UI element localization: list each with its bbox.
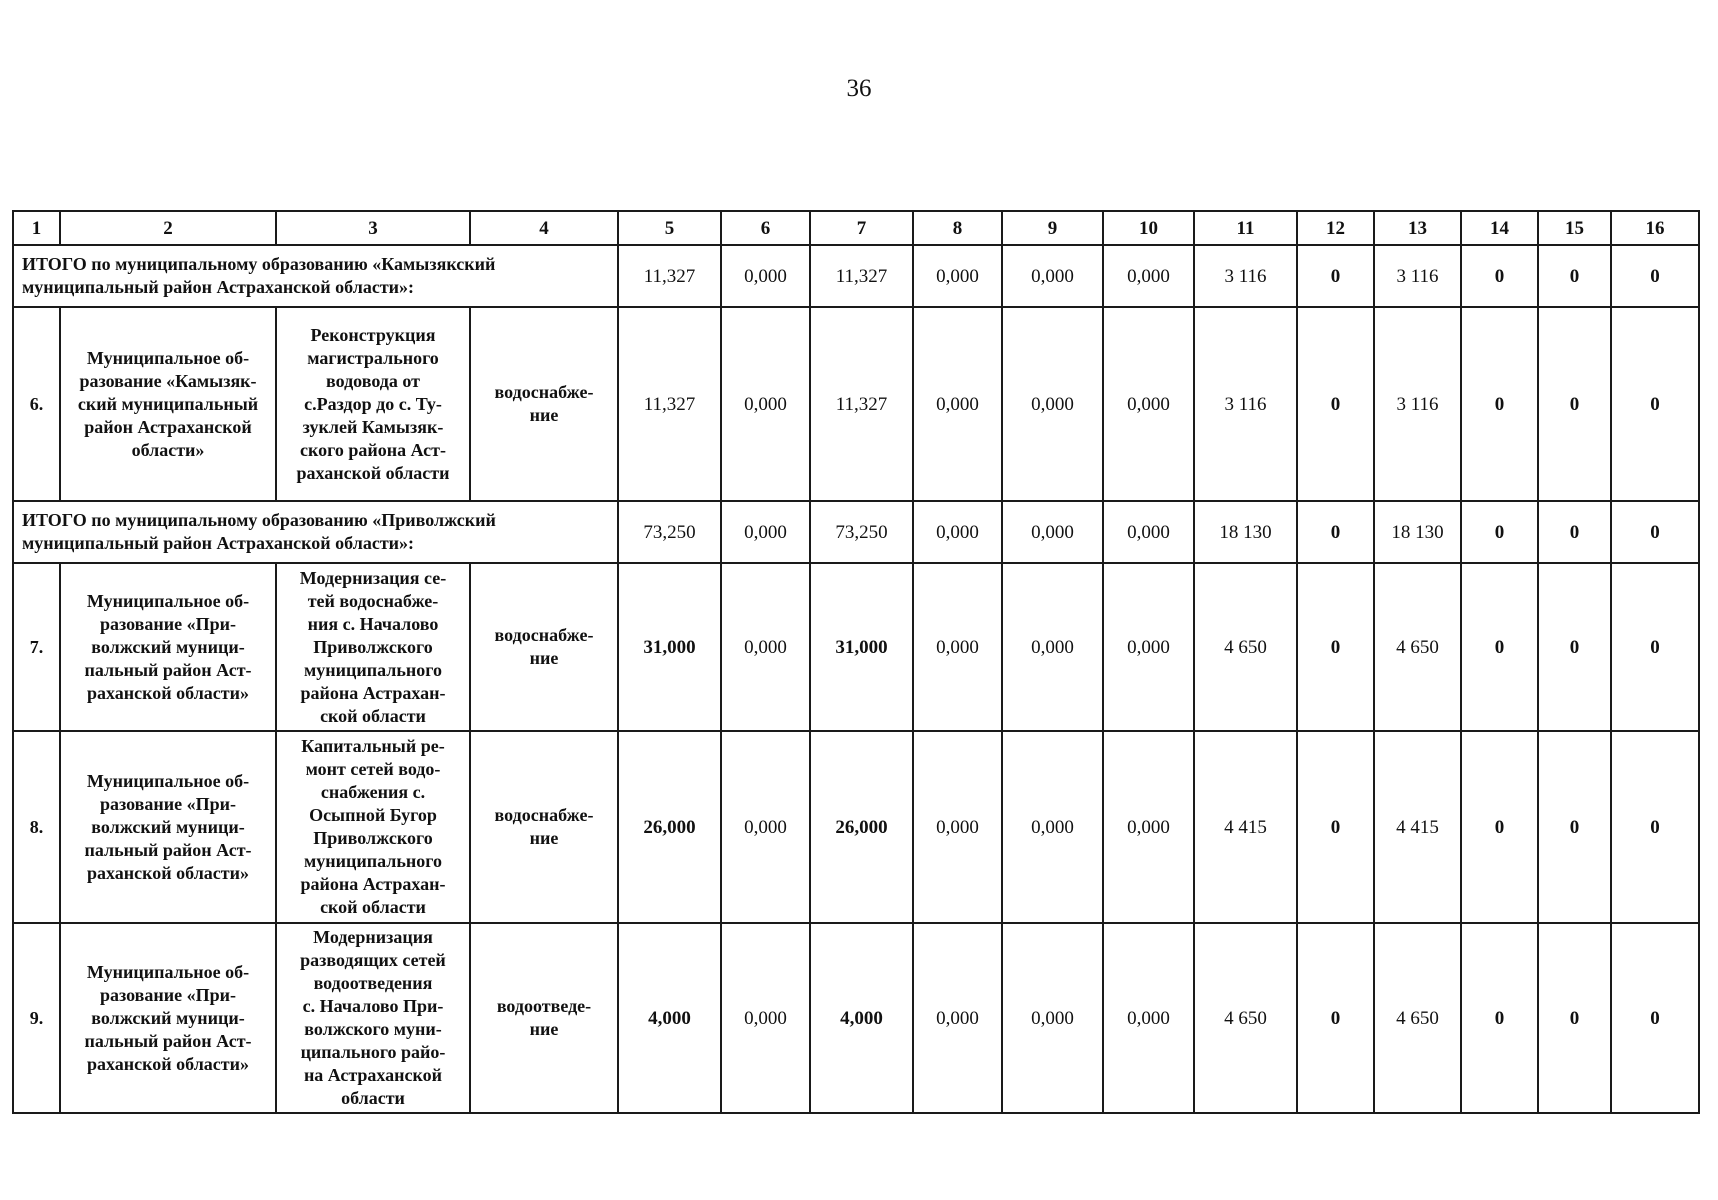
- type-cell: водоотведе- ние: [470, 923, 618, 1113]
- municipality-cell: Муниципальное об- разование «При- волжский муници- пальный район Аст- раханской области»: [60, 563, 276, 731]
- column-number: 2: [60, 211, 276, 245]
- value-cell: 0: [1611, 501, 1699, 563]
- value-cell: 0,000: [721, 245, 810, 307]
- value-cell: 18 130: [1194, 501, 1297, 563]
- value-cell: 0,000: [1103, 923, 1194, 1113]
- total-label: ИТОГО по муниципальному образованию «Камызякский муниципальный район Астраханской области»:: [13, 245, 618, 307]
- value-cell: 0,000: [721, 501, 810, 563]
- value-cell: 0: [1461, 563, 1538, 731]
- value-cell: 4 650: [1374, 923, 1461, 1113]
- value-cell: 0,000: [1103, 563, 1194, 731]
- value-cell: 0,000: [913, 563, 1002, 731]
- municipality-cell: Муниципальное об- разование «Камызяк- ский муниципальный район Астраханской области»: [60, 307, 276, 501]
- value-cell: 4,000: [618, 923, 721, 1113]
- value-cell: 0: [1297, 245, 1374, 307]
- value-cell: 0: [1611, 731, 1699, 923]
- value-cell: 0: [1461, 501, 1538, 563]
- value-cell: 0: [1538, 307, 1611, 501]
- value-cell: 0: [1297, 563, 1374, 731]
- column-number: 15: [1538, 211, 1611, 245]
- table-row: [13, 307, 1699, 501]
- municipality-cell: Муниципальное об- разование «При- волжский муници- пальный район Аст- раханской области»: [60, 923, 276, 1113]
- column-number: 13: [1374, 211, 1461, 245]
- value-cell: 0,000: [1103, 307, 1194, 501]
- value-cell: 0: [1461, 923, 1538, 1113]
- value-cell: 0: [1538, 563, 1611, 731]
- table-row: [13, 923, 1699, 1113]
- value-cell: 0: [1297, 501, 1374, 563]
- value-cell: 31,000: [618, 563, 721, 731]
- value-cell: 0: [1611, 563, 1699, 731]
- value-cell: 0,000: [1103, 731, 1194, 923]
- row-number: 8.: [13, 731, 60, 923]
- value-cell: 0,000: [913, 923, 1002, 1113]
- value-cell: 73,250: [810, 501, 913, 563]
- value-cell: 0,000: [913, 501, 1002, 563]
- type-cell: водоснабже- ние: [470, 731, 618, 923]
- value-cell: 4 650: [1374, 563, 1461, 731]
- column-number: 6: [721, 211, 810, 245]
- project-cell: Модернизация разводящих сетей водоотведения с. Началово При- волжского муни- ципального райо- на Астраханской области: [276, 923, 470, 1113]
- value-cell: 4 415: [1194, 731, 1297, 923]
- column-number: 9: [1002, 211, 1103, 245]
- value-cell: 4 415: [1374, 731, 1461, 923]
- value-cell: 11,327: [810, 307, 913, 501]
- total-row-kamyzyak: [13, 245, 1699, 307]
- value-cell: 3 116: [1374, 245, 1461, 307]
- value-cell: 11,327: [618, 245, 721, 307]
- row-number: 6.: [13, 307, 60, 501]
- value-cell: 0,000: [1002, 731, 1103, 923]
- value-cell: 0,000: [1103, 501, 1194, 563]
- table-row: [13, 731, 1699, 923]
- type-cell: водоснабже- ние: [470, 563, 618, 731]
- value-cell: 0,000: [1002, 501, 1103, 563]
- project-cell: Реконструкция магистрального водовода от с.Раздор до с. Ту- зуклей Камызяк- ского района Аст- раханской области: [276, 307, 470, 501]
- row-number: 7.: [13, 563, 60, 731]
- value-cell: 0: [1297, 307, 1374, 501]
- value-cell: 0,000: [721, 563, 810, 731]
- row-number: 9.: [13, 923, 60, 1113]
- column-number: 16: [1611, 211, 1699, 245]
- value-cell: 0: [1297, 731, 1374, 923]
- column-number: 14: [1461, 211, 1538, 245]
- type-cell: водоснабже- ние: [470, 307, 618, 501]
- municipality-cell: Муниципальное об- разование «При- волжский муници- пальный район Аст- раханской области»: [60, 731, 276, 923]
- value-cell: 0: [1611, 307, 1699, 501]
- value-cell: 31,000: [810, 563, 913, 731]
- value-cell: 0: [1461, 307, 1538, 501]
- value-cell: 0,000: [1002, 245, 1103, 307]
- value-cell: 26,000: [618, 731, 721, 923]
- value-cell: 0,000: [1002, 563, 1103, 731]
- value-cell: 3 116: [1194, 245, 1297, 307]
- value-cell: 0,000: [721, 923, 810, 1113]
- value-cell: 11,327: [810, 245, 913, 307]
- value-cell: 0: [1538, 501, 1611, 563]
- value-cell: 0: [1611, 245, 1699, 307]
- value-cell: 0: [1461, 245, 1538, 307]
- data-table: [12, 210, 1700, 1114]
- column-number: 4: [470, 211, 618, 245]
- column-number: 7: [810, 211, 913, 245]
- column-number: 12: [1297, 211, 1374, 245]
- column-number: 8: [913, 211, 1002, 245]
- value-cell: 3 116: [1374, 307, 1461, 501]
- value-cell: 0,000: [721, 307, 810, 501]
- column-number: 3: [276, 211, 470, 245]
- total-label: ИТОГО по муниципальному образованию «Приволжский муниципальный район Астраханской области»:: [13, 501, 618, 563]
- value-cell: 0,000: [721, 731, 810, 923]
- value-cell: 26,000: [810, 731, 913, 923]
- value-cell: 0,000: [1002, 307, 1103, 501]
- value-cell: 0: [1461, 731, 1538, 923]
- column-number-row: [13, 211, 1699, 245]
- value-cell: 0: [1538, 731, 1611, 923]
- value-cell: 0,000: [1002, 923, 1103, 1113]
- column-number: 10: [1103, 211, 1194, 245]
- value-cell: 0: [1538, 245, 1611, 307]
- value-cell: 4 650: [1194, 563, 1297, 731]
- value-cell: 0,000: [913, 307, 1002, 501]
- page-number: 36: [846, 75, 872, 102]
- total-row-privolzhsky: [13, 501, 1699, 563]
- column-number: 11: [1194, 211, 1297, 245]
- project-cell: Капитальный ре- монт сетей водо- снабжения с. Осыпной Бугор Приволжского муниципального района Астрахан- ской области: [276, 731, 470, 923]
- value-cell: 0,000: [913, 731, 1002, 923]
- table-row: [13, 563, 1699, 731]
- project-cell: Модернизация се- тей водоснабже- ния с. Началово Приволжского муниципального района Астрахан- ской области: [276, 563, 470, 731]
- value-cell: 0: [1297, 923, 1374, 1113]
- value-cell: 4 650: [1194, 923, 1297, 1113]
- value-cell: 0,000: [913, 245, 1002, 307]
- column-number: 1: [13, 211, 60, 245]
- value-cell: 11,327: [618, 307, 721, 501]
- column-number: 5: [618, 211, 721, 245]
- value-cell: 4,000: [810, 923, 913, 1113]
- value-cell: 73,250: [618, 501, 721, 563]
- value-cell: 0: [1538, 923, 1611, 1113]
- value-cell: 18 130: [1374, 501, 1461, 563]
- value-cell: 0: [1611, 923, 1699, 1113]
- value-cell: 3 116: [1194, 307, 1297, 501]
- value-cell: 0,000: [1103, 245, 1194, 307]
